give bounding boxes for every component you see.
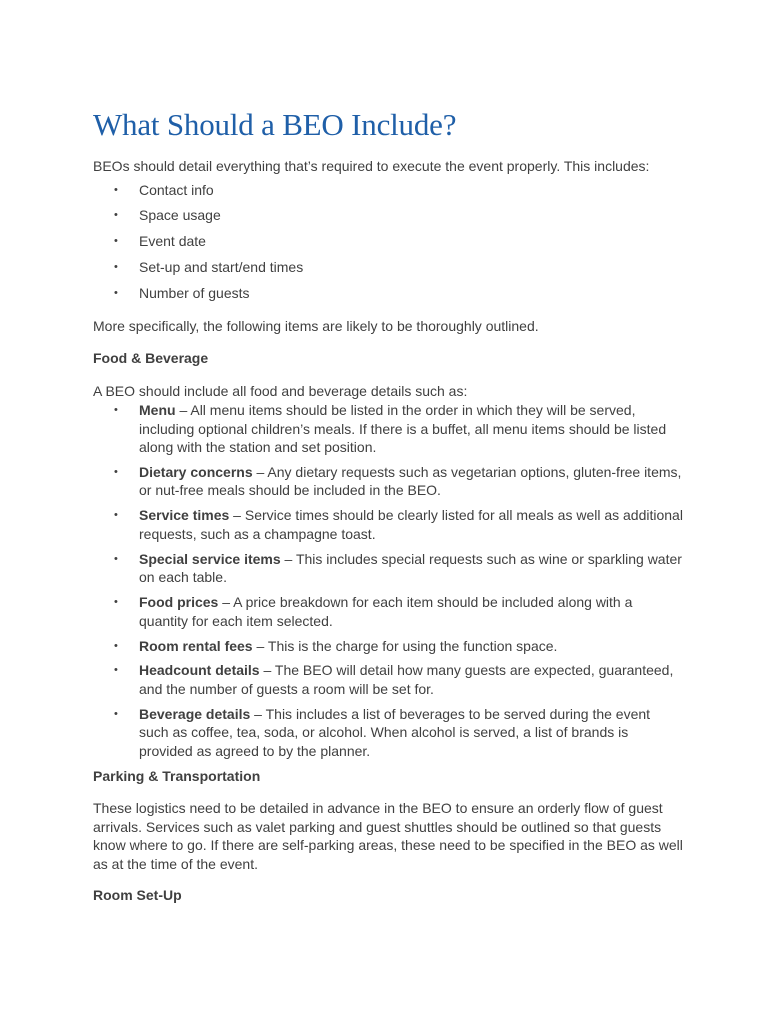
bullet-icon: •	[114, 596, 118, 609]
basic-items-list	[93, 181, 683, 303]
intro-paragraph: BEOs should detail everything that’s required to execute the event properly. This includes:	[93, 158, 650, 174]
list-item-beverage-details: • Beverage details – This includes a list of beverages to be served during the event such as coffee, tea, soda, or alcohol. When alcohol is served, a list of brands is provided as agreed to by the planner.	[114, 705, 651, 759]
list-item-room-rental-fees: • Room rental fees – This is the charge for using the function space.	[114, 637, 558, 654]
parking-paragraph: These logistics need to be detailed in advance in the BEO to ensure an orderly flow of guest arrivals. Services such as valet parking and guest shuttles should be outlined so that guests know where to go. If there are self-parking areas, these need to be specified in the BEO as well as at the time of the event.	[93, 800, 683, 872]
food-beverage-intro: A BEO should include all food and beverage details such as:	[93, 382, 468, 399]
list-item-special-service-items: • Special service items – This includes special requests such as wine or sparkling water on each table.	[114, 550, 682, 586]
bullet-icon: •	[114, 261, 118, 274]
parking-heading: Parking & Transportation	[93, 767, 261, 784]
bullet-icon: •	[114, 209, 118, 222]
document-page	[93, 106, 683, 905]
room-setup-heading: Room Set-Up	[93, 887, 182, 904]
list-item-food-prices: • Food prices – A price breakdown for each item should be included along with a quantity for each item selected.	[114, 594, 633, 629]
food-beverage-list	[93, 401, 683, 760]
bullet-icon: •	[114, 639, 118, 652]
list-item-service-times: • Service times – Service times should be clearly listed for all meals as well as additional requests, such as a champagne toast.	[114, 507, 683, 542]
bullet-icon: •	[114, 183, 118, 196]
bullet-icon: •	[114, 509, 118, 522]
bullet-icon: •	[114, 707, 118, 720]
bullet-icon: •	[114, 664, 118, 677]
list-item: • Set-up and start/end times	[114, 259, 304, 276]
more-specifically-paragraph: More specifically, the following items are likely to be thoroughly outlined.	[93, 317, 539, 334]
bullet-icon: •	[114, 287, 118, 300]
list-item: • Contact info	[114, 181, 214, 198]
bullet-icon: •	[114, 404, 118, 417]
page-title: What Should a BEO Include?	[93, 107, 457, 142]
list-item: • Space usage	[114, 207, 221, 224]
list-item-dietary-concerns: • Dietary concerns – Any dietary requests such as vegetarian options, gluten-free items, or nut-free meals should be included in the BEO.	[114, 463, 682, 499]
list-item-headcount-details: • Headcount details – The BEO will detail how many guests are expected, guaranteed, and the number of guests a room will be set for.	[114, 662, 674, 697]
list-item: • Number of guests	[114, 285, 250, 302]
bullet-icon: •	[114, 465, 118, 478]
bullet-icon: •	[114, 552, 118, 565]
food-beverage-heading: Food & Beverage	[93, 350, 209, 367]
list-item-menu: • Menu – All menu items should be listed in the order in which they will be served, including optional children’s meals. If there is a buffet, all menu items should be listed along with the station and set position.	[114, 402, 667, 456]
list-item: • Event date	[114, 233, 206, 250]
bullet-icon: •	[114, 235, 118, 248]
